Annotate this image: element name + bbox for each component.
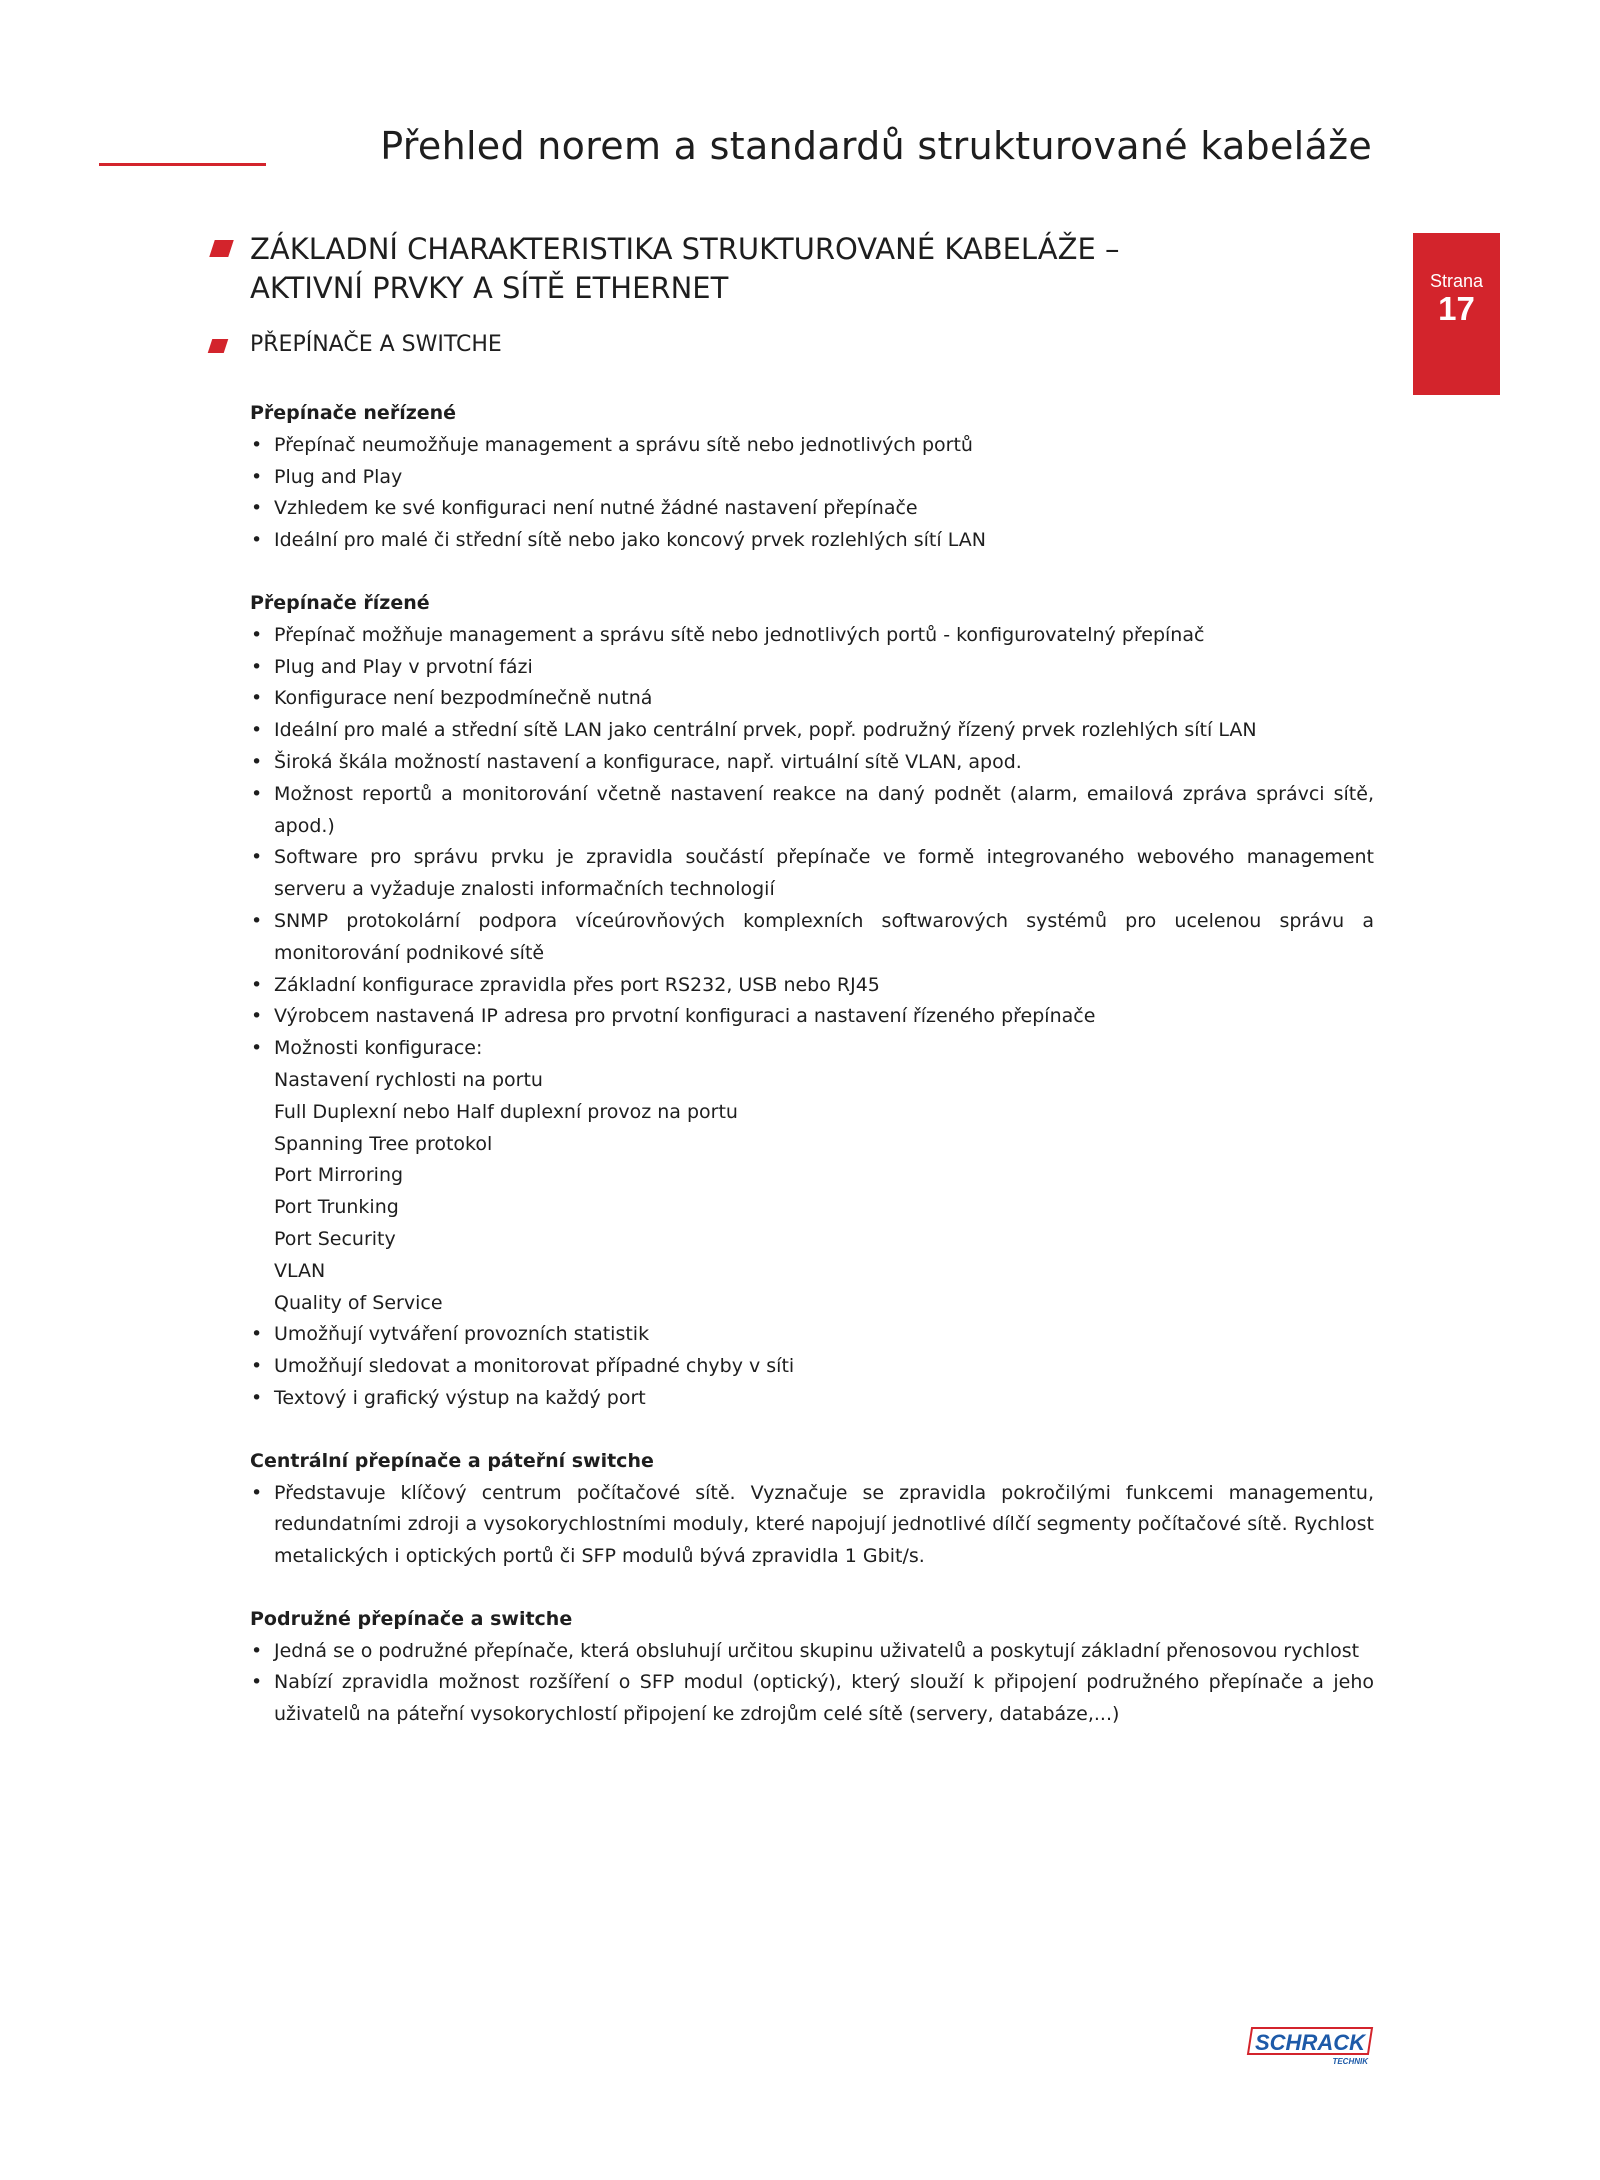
config-option: Full Duplexní nebo Half duplexní provoz na portu (274, 1100, 738, 1123)
bullet-list (250, 1636, 1374, 1731)
page-number-tab (1413, 233, 1500, 395)
list-item: • Přepínač možňuje management a správu sítě nebo jednotlivých portů - konfigurovatelný přepínač (250, 620, 1374, 652)
section-title: Centrální přepínače a páteřní switche (250, 1449, 654, 1472)
list-item: • Software pro správu prvku je zpravidla součástí přepínače ve formě integrovaného webového management serveru a vyžaduje znalosti informačních technologií (250, 842, 1374, 906)
list-item: • Ideální pro malé či střední sítě nebo jako koncový prvek rozlehlých sítí LAN (250, 525, 1374, 557)
bullet-list (250, 620, 1374, 1415)
content (250, 398, 1374, 1762)
main-heading-line1: ZÁKLADNÍ CHARAKTERISTIKA STRUKTUROVANÉ KABELÁŽE – (250, 232, 1120, 266)
section-core-switches (250, 1446, 1374, 1573)
list-item: • Široká škála možností nastavení a konfigurace, např. virtuální sítě VLAN, apod. (250, 747, 1374, 779)
page-title: Přehled norem a standardů strukturované kabeláže (380, 124, 1372, 168)
list-item: • Nabízí zpravidla možnost rozšíření o SFP modul (optický), který slouží k připojení podružného přepínače a jeho uživatelů na páteřní vysokorychlostí připojení ke zdrojům celé sítě (servery, databáze,...) (250, 1667, 1374, 1731)
config-option: VLAN (274, 1259, 326, 1282)
list-item: • Výrobcem nastavená IP adresa pro prvotní konfiguraci a nastavení řízeného přepínače (250, 1001, 1374, 1033)
list-item: • Textový i grafický výstup na každý port (250, 1383, 1374, 1415)
main-heading-line2: AKTIVNÍ PRVKY A SÍTĚ ETHERNET (250, 271, 729, 305)
list-item: • Možnosti konfigurace: (250, 1033, 1374, 1065)
list-item: • Představuje klíčový centrum počítačové sítě. Vyznačuje se zpravidla pokročilými funkcemi managementu, redundatními zdroji a vysokorychlostními moduly, které napojují jednotlivé dílčí segmenty počítačové sítě. Rychlost metalických i optických portů či SFP modulů bývá zpravidla 1 Gbit/s. (250, 1478, 1374, 1573)
schrack-logo (1246, 2026, 1374, 2068)
logo-brand: SCHRACK (1255, 2030, 1365, 2055)
logo-tagline: TECHNIK (1332, 2057, 1368, 2066)
list-item: • Základní konfigurace zpravidla přes port RS232, USB nebo RJ45 (250, 970, 1374, 1002)
page-label: Strana (1429, 271, 1484, 291)
section-title: Přepínače řízené (250, 591, 430, 614)
main-heading (250, 230, 1120, 308)
header-rule (99, 163, 266, 166)
list-item: • Umožňují vytváření provozních statistik (250, 1319, 1374, 1351)
list-item: • Ideální pro malé a střední sítě LAN jako centrální prvek, popř. podružný řízený prvek rozlehlých sítí LAN (250, 715, 1374, 747)
list-item: • Plug and Play (250, 462, 1374, 494)
list-item: • Možnost reportů a monitorování včetně nastavení reakce na daný podnět (alarm, emailová zpráva správci sítě, apod.) (250, 779, 1374, 843)
list-item: • Konfigurace není bezpodmínečně nutná (250, 683, 1374, 715)
bullet-list (250, 1478, 1374, 1573)
list-item: • Plug and Play v prvotní fázi (250, 652, 1374, 684)
section-title: Podružné přepínače a switche (250, 1607, 573, 1630)
sub-heading: PŘEPÍNAČE A SWITCHE (250, 332, 502, 357)
subsection-marker-icon (208, 339, 229, 353)
list-item: • Umožňují sledovat a monitorovat případné chyby v síti (250, 1351, 1374, 1383)
section-marker-icon (209, 240, 234, 257)
section-managed (250, 588, 1374, 1415)
list-item: • SNMP protokolární podpora víceúrovňových komplexních softwarových systémů pro ucelenou správu a monitorování podnikové sítě (250, 906, 1374, 970)
config-option: Port Mirroring (274, 1164, 404, 1187)
list-item: • Přepínač neumožňuje management a správu sítě nebo jednotlivých portů (250, 430, 1374, 462)
page-number: 17 (1438, 290, 1475, 327)
section-title: Přepínače neřízené (250, 402, 457, 424)
list-item: • Vzhledem ke své konfiguraci není nutné žádné nastavení přepínače (250, 493, 1374, 525)
list-item: • Jedná se o podružné přepínače, která obsluhují určitou skupinu uživatelů a poskytují základní přenosovou rychlost (250, 1636, 1374, 1668)
config-option: Nastavení rychlosti na portu (274, 1068, 543, 1091)
section-unmanaged (250, 398, 1374, 557)
section-access-switches (250, 1604, 1374, 1731)
config-option: Port Trunking (274, 1196, 399, 1219)
config-option: Port Security (274, 1227, 396, 1250)
config-option: Spanning Tree protokol (274, 1132, 493, 1155)
bullet-list (250, 430, 1374, 557)
config-option: Quality of Service (274, 1291, 443, 1314)
